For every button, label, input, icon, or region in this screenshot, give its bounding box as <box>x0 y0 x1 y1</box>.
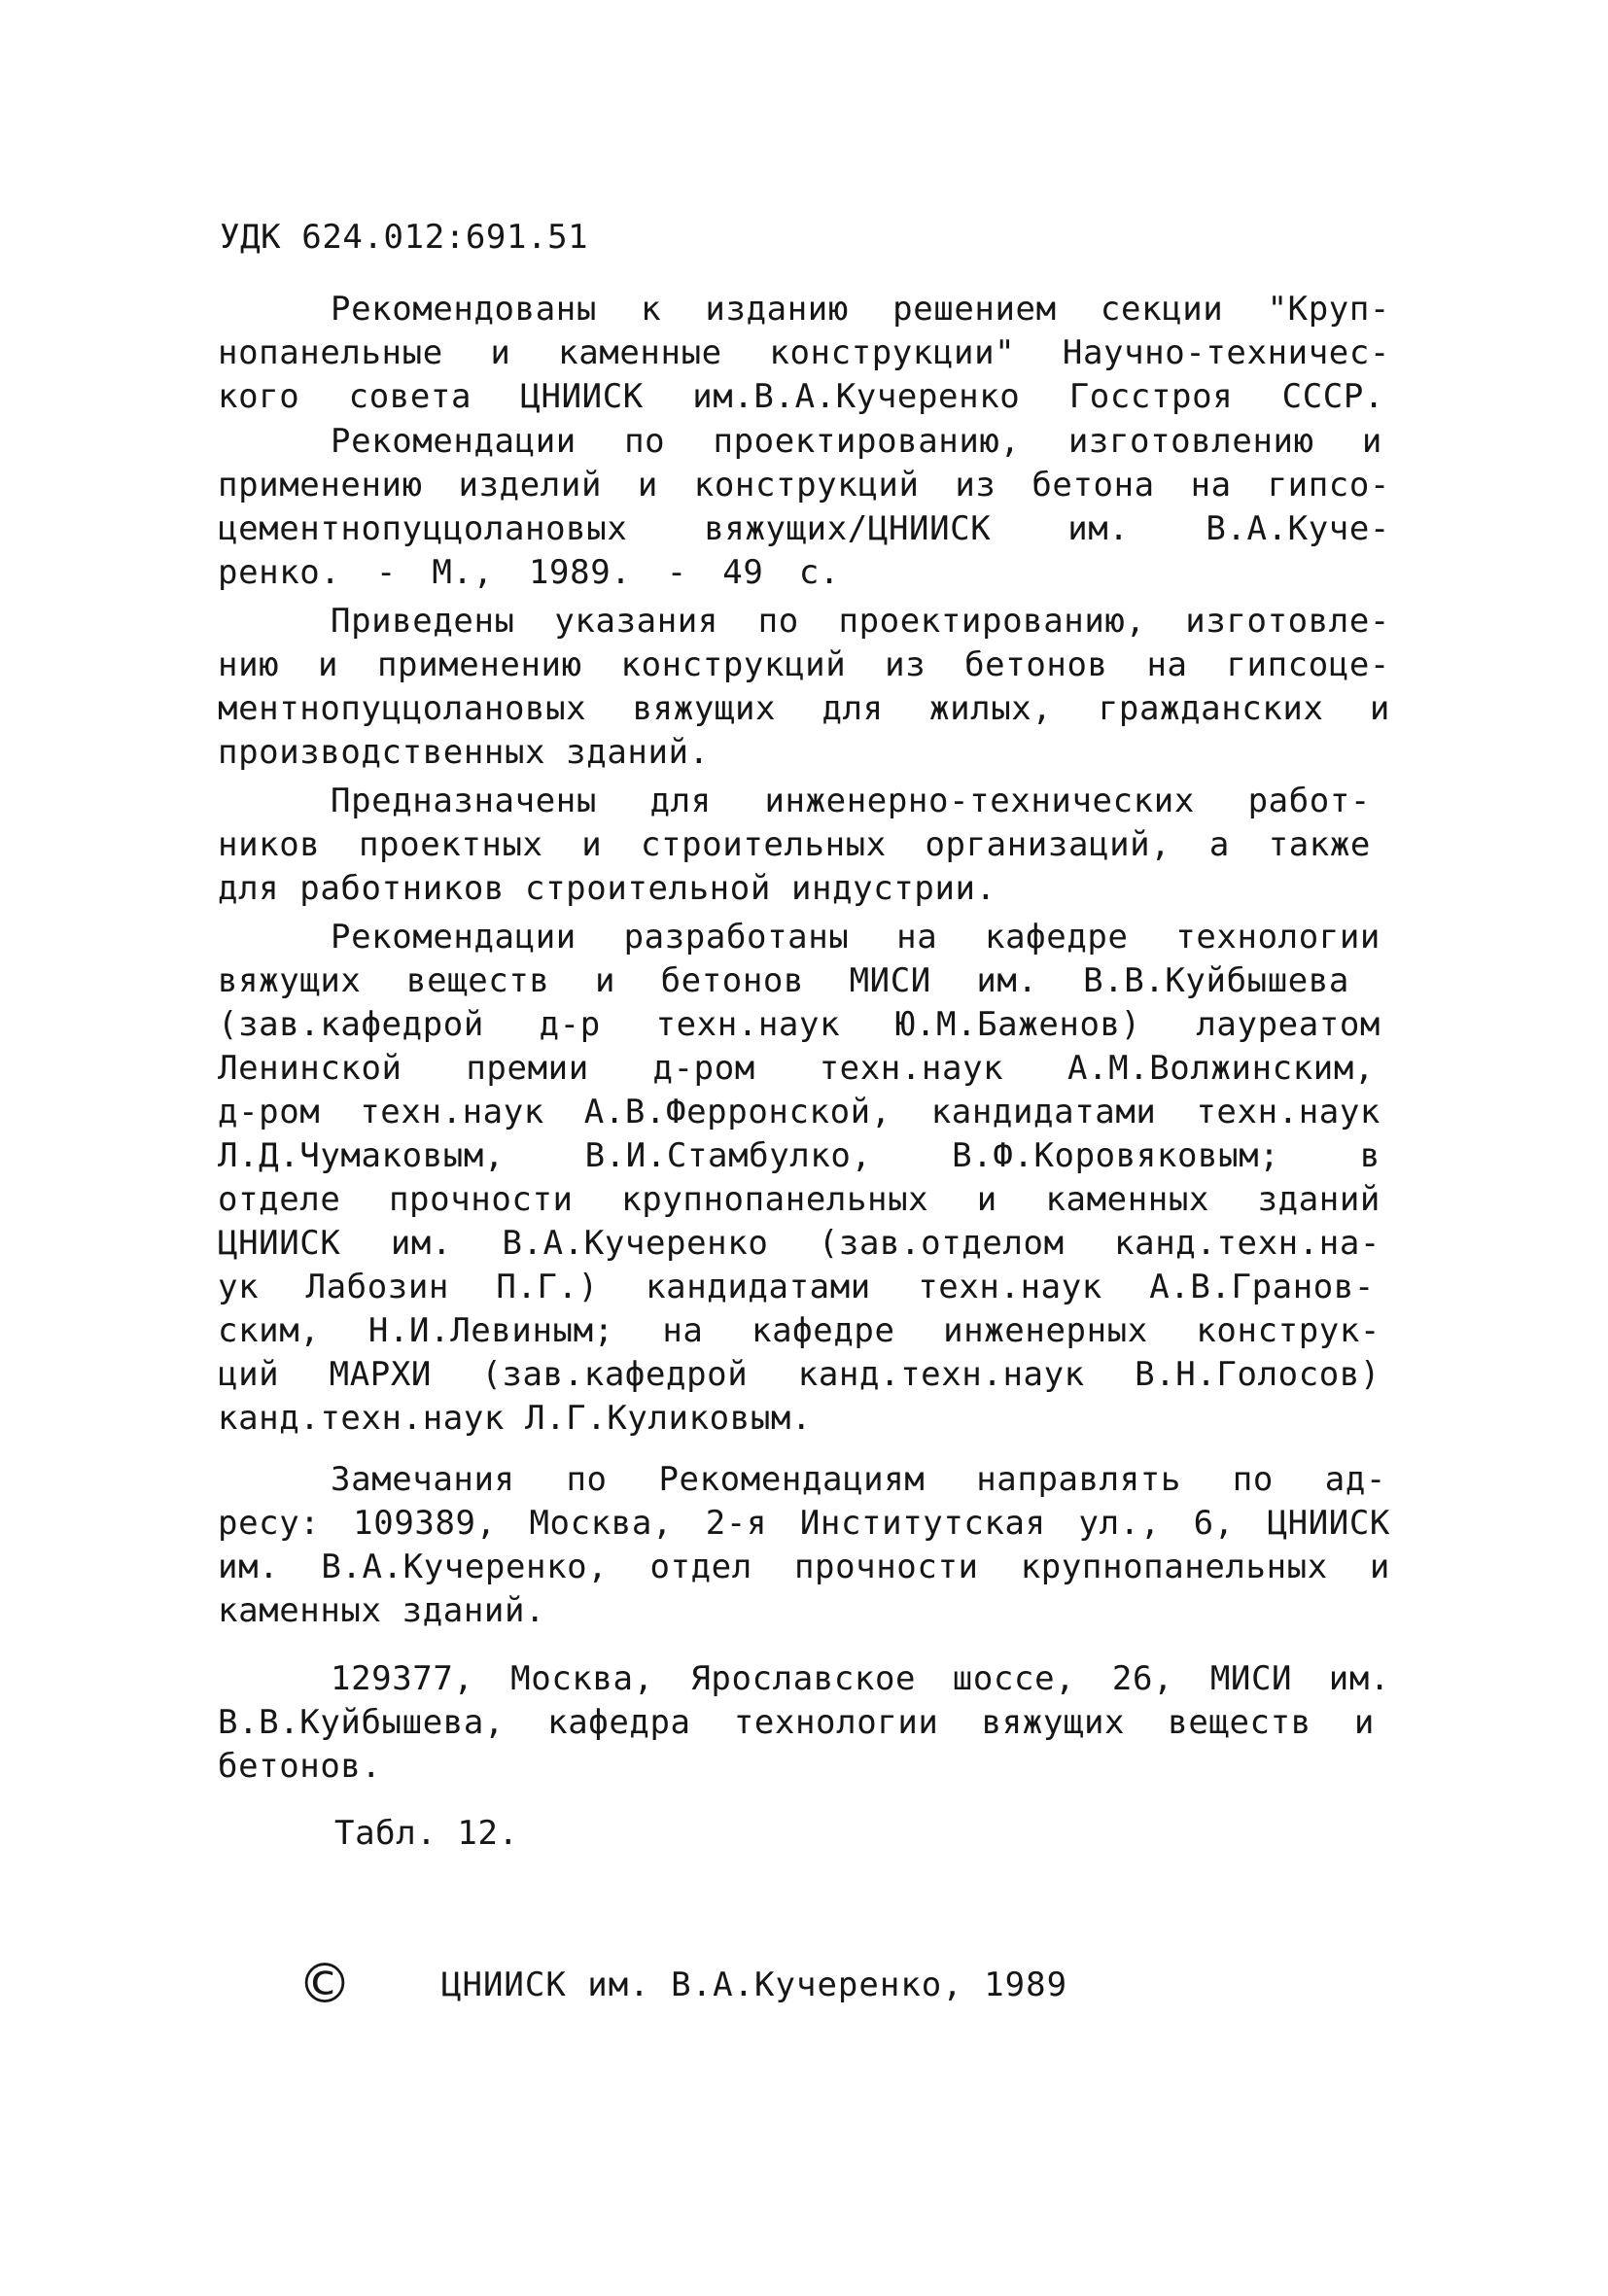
authors-line-9: ук Лабозин П.Г.) кандидатами техн.наук А.В.Гранов- <box>218 1268 1375 1306</box>
remarks-line-4: каменных зданий. <box>218 1591 546 1630</box>
copyright <box>297 1953 1068 2016</box>
authors-line-11: ций МАРХИ (зав.кафедрой канд.техн.наук В.Н.Голосов) <box>218 1355 1381 1394</box>
authors-line-1: Рекомендации разработаны на кафедре технологии <box>331 918 1381 957</box>
authors-line-5: д-ром техн.наук А.В.Ферронской, кандидатами техн.наук <box>218 1093 1381 1131</box>
copyright-icon: © <box>297 1953 352 2016</box>
copyright-text: ЦНИИСК им. В.А.Кучеренко, 1989 <box>441 1966 1068 2004</box>
audience-line-1: Предназначены для инженерно-технических работ- <box>331 782 1371 820</box>
authors-line-2: вяжущих веществ и бетонов МИСИ им. В.В.Куйбышева <box>218 961 1349 1000</box>
abstract-line-3: ментнопуццолановых вяжущих для жилых, гражданских и <box>218 689 1390 728</box>
remarks-line-2: ресу: 109389, Москва, 2-я Институтская ул., 6, ЦНИИСК <box>218 1504 1390 1543</box>
approval-line-1: Рекомендованы к изданию решением секции "Круп- <box>331 290 1390 329</box>
address2-line-2: В.В.Куйбышева, кафедра технологии вяжущих веществ и <box>218 1703 1375 1742</box>
citation-line-4: ренко. - М., 1989. - 49 с. <box>218 553 840 592</box>
approval-line-3: кого совета ЦНИИСК им.В.А.Кучеренко Госстроя СССР. <box>218 377 1384 416</box>
abstract-line-4: производственных зданий. <box>218 733 710 772</box>
authors-line-4: Ленинской премии д-ром техн.наук А.М.Волжинским, <box>218 1049 1375 1088</box>
authors-line-8: ЦНИИСК им. В.А.Кучеренко (зав.отделом канд.техн.на- <box>218 1224 1381 1263</box>
udk-code: УДК 624.012:691.51 <box>220 218 589 257</box>
citation-line-3: цементнопуццолановых вяжущих/ЦНИИСК им. В.А.Куче- <box>218 509 1390 548</box>
authors-line-12: канд.техн.наук Л.Г.Куликовым. <box>218 1399 813 1438</box>
authors-line-7: отделе прочности крупнопанельных и каменных зданий <box>218 1180 1381 1219</box>
authors-line-6: Л.Д.Чумаковым, В.И.Стамбулко, В.Ф.Коровяковым; в <box>218 1136 1381 1175</box>
audience-line-3: для работников строительной индустрии. <box>218 869 996 908</box>
address2-line-3: бетонов. <box>218 1747 382 1786</box>
citation-line-1: Рекомендации по проектированию, изготовлению и <box>331 422 1382 461</box>
audience-line-2: ников проектных и строительных организаций, а также <box>218 825 1371 864</box>
approval-line-2: нопанельные и каменные конструкции" Научно-техничес- <box>218 333 1390 372</box>
abstract-line-1: Приведены указания по проектированию, изготовле- <box>331 602 1390 641</box>
authors-line-10: ским, Н.И.Левиным; на кафедре инженерных конструк- <box>218 1311 1381 1350</box>
citation-line-2: применению изделий и конструкций из бетона на гипсо- <box>218 466 1390 504</box>
address2-line-1: 129377, Москва, Ярославское шоссе, 26, МИСИ им. <box>331 1659 1390 1698</box>
abstract-line-2: нию и применению конструкций из бетонов на гипсоце- <box>218 645 1390 684</box>
authors-line-3: (зав.кафедрой д-р техн.наук Ю.М.Баженов) лауреатом <box>218 1005 1381 1044</box>
tables-count: Табл. 12. <box>334 1814 519 1853</box>
remarks-line-1: Замечания по Рекомендациям направлять по ад- <box>331 1460 1386 1499</box>
remarks-line-3: им. В.А.Кучеренко, отдел прочности крупнопанельных и <box>218 1548 1390 1586</box>
